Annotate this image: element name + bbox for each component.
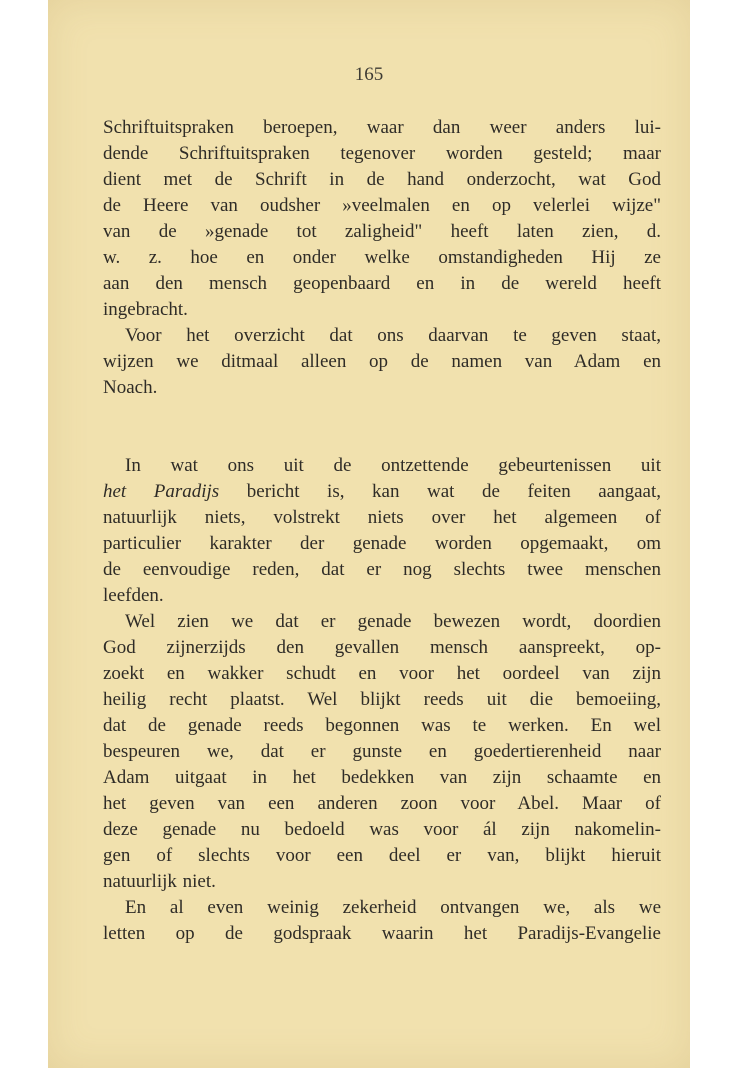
text-line: de Heere van oudsher »veelmalen en op velerlei wijze" (103, 195, 661, 216)
text-line: natuurlijk niets, volstrekt niets over het algemeen of (103, 507, 661, 528)
text-line: w. z. hoe en onder welke omstandigheden Hij ze (103, 247, 661, 268)
text-line: ingebracht. (103, 299, 188, 320)
text-line: God zijnerzijds den gevallen mensch aanspreekt, op- (103, 637, 661, 658)
text-line: bespeuren we, dat er gunste en goedertierenheid naar (103, 741, 661, 762)
text-line: Schriftuitspraken beroepen, waar dan weer anders lui- (103, 117, 661, 138)
text-line: letten op de godspraak waarin het Paradijs-Evangelie (103, 923, 661, 944)
text-line: En al even weinig zekerheid ontvangen we, als we (125, 897, 661, 918)
text-line: Adam uitgaat in het bedekken van zijn schaamte en (103, 767, 661, 788)
text-line: van de »genade tot zaligheid" heeft laten zien, d. (103, 221, 661, 242)
text-line: aan den mensch geopenbaard en in de wereld heeft (103, 273, 661, 294)
text-block-top (103, 115, 661, 401)
text-line: het geven van een anderen zoon voor Abel. Maar of (103, 793, 661, 814)
text-block-bottom (103, 453, 661, 947)
text-line: wijzen we ditmaal alleen op de namen van Adam en (103, 351, 661, 372)
text-line: zoekt en wakker schudt en voor het oordeel van zijn (103, 663, 661, 684)
text-line: In wat ons uit de ontzettende gebeurtenissen uit (125, 455, 661, 476)
text-line-with-italic (103, 479, 661, 505)
page-number: 165 (354, 64, 384, 85)
book-page (48, 0, 690, 1068)
text-line: de eenvoudige reden, dat er nog slechts twee menschen (103, 559, 661, 580)
italic-place-name: het Paradijs (103, 481, 220, 502)
text-line: natuurlijk niet. (103, 871, 216, 892)
text-line: dende Schriftuitspraken tegenover worden gesteld; maar (103, 143, 661, 164)
text-line-rest: bericht is, kan wat de feiten aangaat, (219, 481, 661, 502)
text-line: deze genade nu bedoeld was voor ál zijn nakomelin- (103, 819, 661, 840)
text-line: heilig recht plaatst. Wel blijkt reeds uit die bemoeiing, (103, 689, 661, 710)
text-line: Noach. (103, 377, 158, 398)
text-line: dat de genade reeds begonnen was te werken. En wel (103, 715, 661, 736)
text-line: gen of slechts voor een deel er van, blijkt hieruit (103, 845, 661, 866)
text-line: Wel zien we dat er genade bewezen wordt, doordien (125, 611, 661, 632)
text-line: leefden. (103, 585, 164, 606)
text-line: particulier karakter der genade worden opgemaakt, om (103, 533, 661, 554)
text-line: dient met de Schrift in de hand onderzocht, wat God (103, 169, 661, 190)
text-line: Voor het overzicht dat ons daarvan te geven staat, (125, 325, 661, 346)
